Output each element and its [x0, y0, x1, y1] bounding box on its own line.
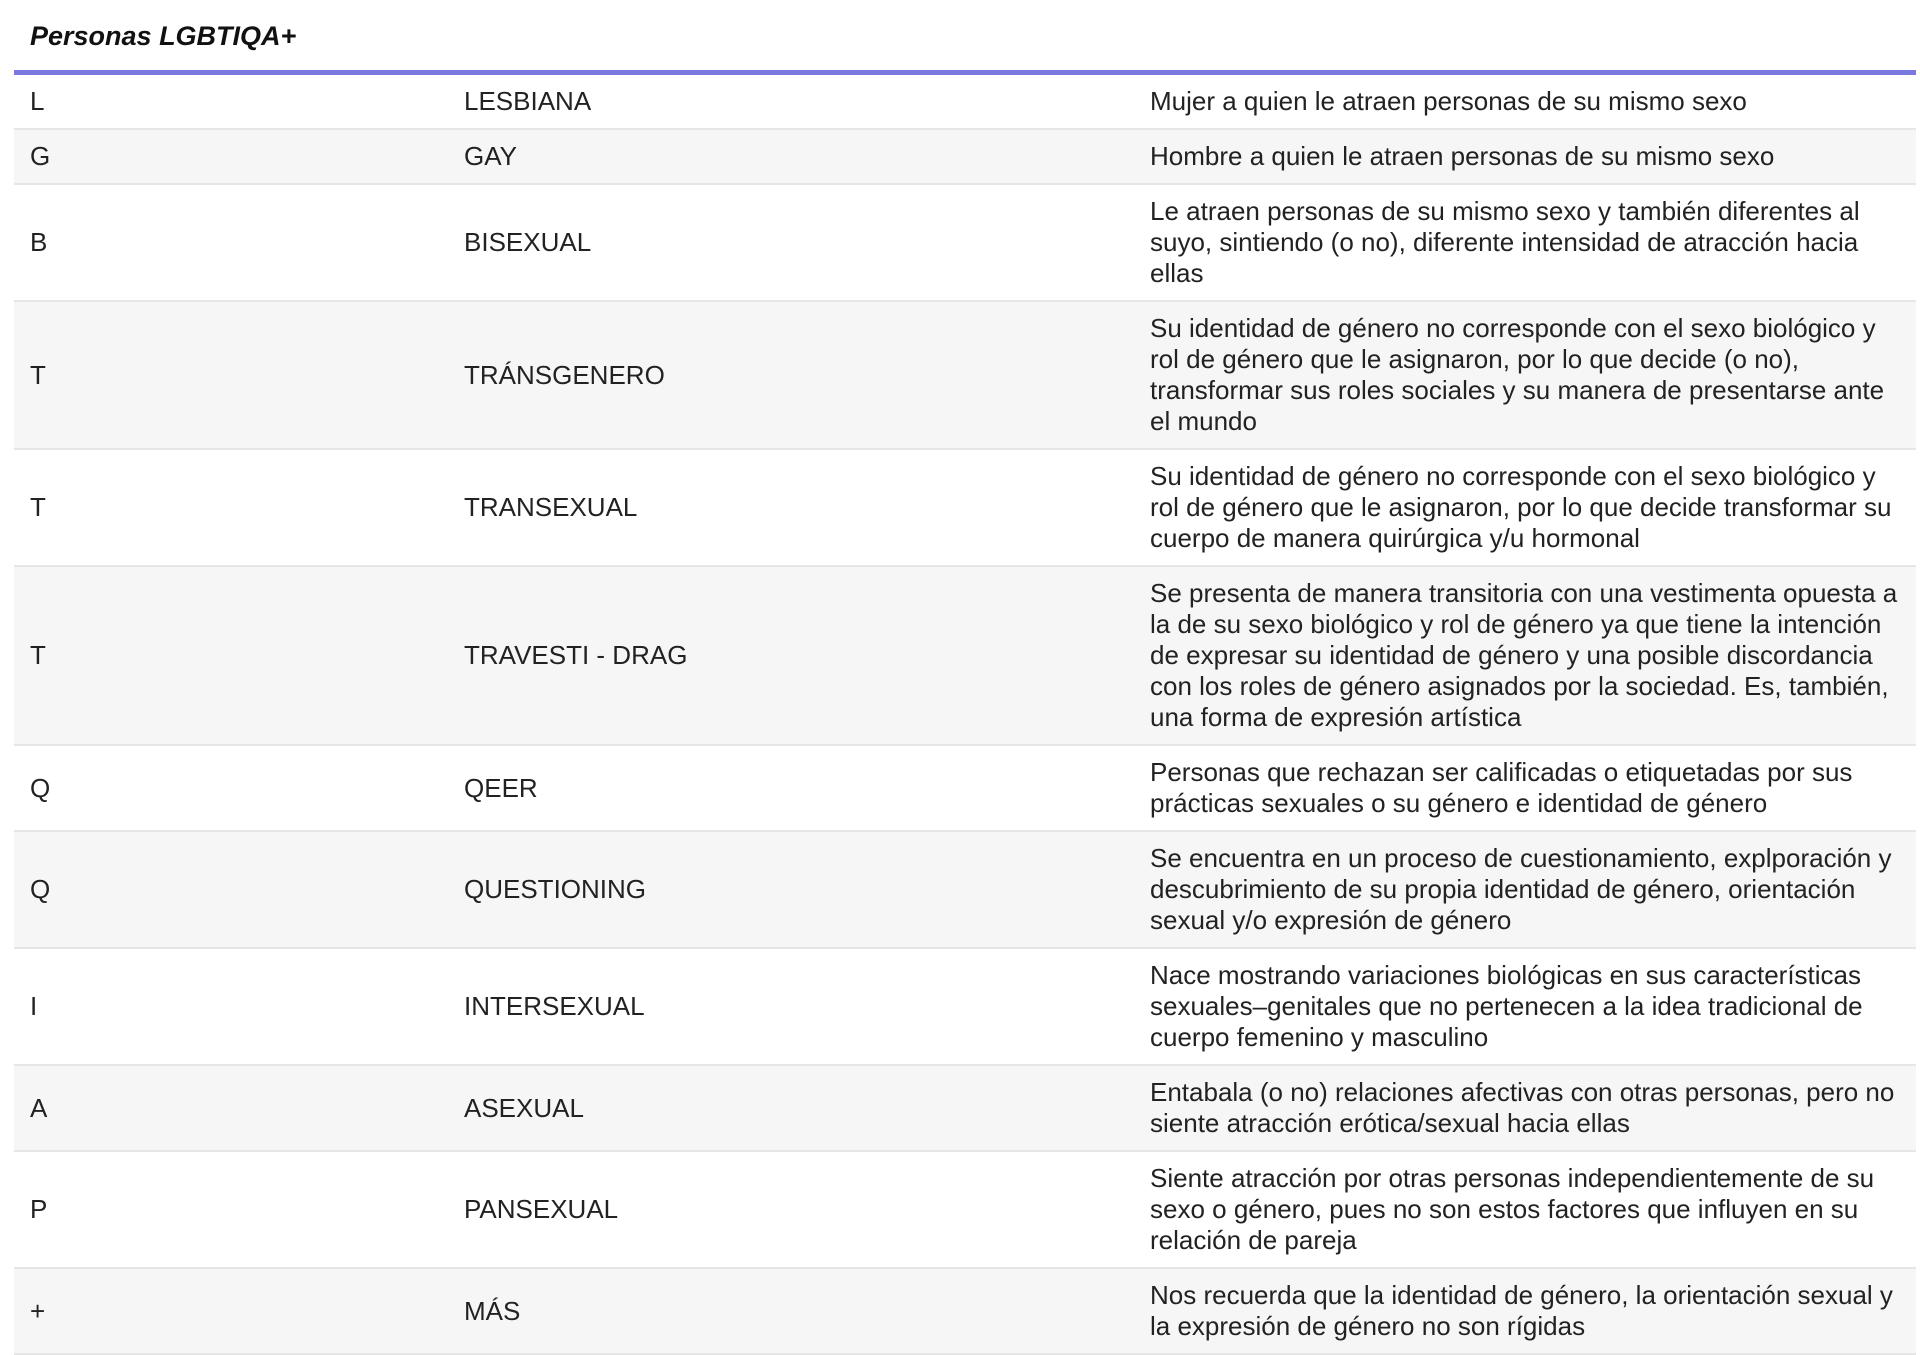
row-definition: Su identidad de género no corresponde con el sexo biológico y rol de género que le asignaron, por lo que decide transformar su cuerpo de manera quirúrgica y/u hormonal [1134, 449, 1916, 566]
table-row [14, 184, 1916, 301]
table-row [14, 1065, 1916, 1151]
row-term: BISEXUAL [448, 184, 1134, 301]
row-definition: Su identidad de género no corresponde con el sexo biológico y rol de género que le asignaron, por lo que decide (o no), transformar sus roles sociales y su manera de presentarse ante el mundo [1134, 301, 1916, 449]
row-term: TRAVESTI - DRAG [448, 566, 1134, 745]
row-term: GAY [448, 129, 1134, 184]
row-definition: Mujer a quien le atraen personas de su mismo sexo [1134, 75, 1916, 129]
row-term: ASEXUAL [448, 1065, 1134, 1151]
row-letter: + [14, 1268, 448, 1354]
table-title: Personas LGBTIQA+ [30, 21, 297, 51]
row-term: TRÁNSGENERO [448, 301, 1134, 449]
row-definition: Personas que rechazan ser calificadas o etiquetadas por sus prácticas sexuales o su género e identidad de género [1134, 745, 1916, 831]
row-term: LESBIANA [448, 75, 1134, 129]
row-letter: B [14, 184, 448, 301]
row-letter: T [14, 566, 448, 745]
row-term: MÁS [448, 1268, 1134, 1354]
row-definition: Se encuentra en un proceso de cuestionamiento, explporación y descubrimiento de su propia identidad de género, orientación sexual y/o expresión de género [1134, 831, 1916, 948]
row-letter: L [14, 75, 448, 129]
table-row [14, 566, 1916, 745]
row-letter: G [14, 129, 448, 184]
row-letter: Q [14, 745, 448, 831]
table-row [14, 449, 1916, 566]
row-definition: Le atraen personas de su mismo sexo y también diferentes al suyo, sintiendo (o no), diferente intensidad de atracción hacia ellas [1134, 184, 1916, 301]
table-row [14, 129, 1916, 184]
row-letter: Q [14, 831, 448, 948]
glossary-body [14, 75, 1916, 1354]
table-row [14, 1268, 1916, 1354]
row-definition: Hombre a quien le atraen personas de su mismo sexo [1134, 129, 1916, 184]
row-term: PANSEXUAL [448, 1151, 1134, 1268]
glossary-table [14, 75, 1916, 1355]
row-definition: Siente atracción por otras personas independientemente de su sexo o género, pues no son estos factores que influyen en su relación de pareja [1134, 1151, 1916, 1268]
row-term: QEER [448, 745, 1134, 831]
row-definition: Nos recuerda que la identidad de género, la orientación sexual y la expresión de género no son rígidas [1134, 1268, 1916, 1354]
row-term: INTERSEXUAL [448, 948, 1134, 1065]
row-letter: I [14, 948, 448, 1065]
table-row [14, 831, 1916, 948]
table-row [14, 301, 1916, 449]
row-definition: Entabala (o no) relaciones afectivas con otras personas, pero no siente atracción erótica/sexual hacia ellas [1134, 1065, 1916, 1151]
table-row [14, 745, 1916, 831]
row-term: QUESTIONING [448, 831, 1134, 948]
row-definition: Nace mostrando variaciones biológicas en sus características sexuales–genitales que no pertenecen a la idea tradicional de cuerpo femenino y masculino [1134, 948, 1916, 1065]
row-letter: T [14, 449, 448, 566]
table-row [14, 75, 1916, 129]
row-letter: P [14, 1151, 448, 1268]
table-row [14, 948, 1916, 1065]
row-letter: T [14, 301, 448, 449]
row-definition: Se presenta de manera transitoria con una vestimenta opuesta a la de su sexo biológico y rol de género ya que tiene la intención de expresar su identidad de género y una posible discordancia con los roles de género asignados por la sociedad. Es, también, una forma de expresión artística [1134, 566, 1916, 745]
table-row [14, 1151, 1916, 1268]
row-term: TRANSEXUAL [448, 449, 1134, 566]
row-letter: A [14, 1065, 448, 1151]
